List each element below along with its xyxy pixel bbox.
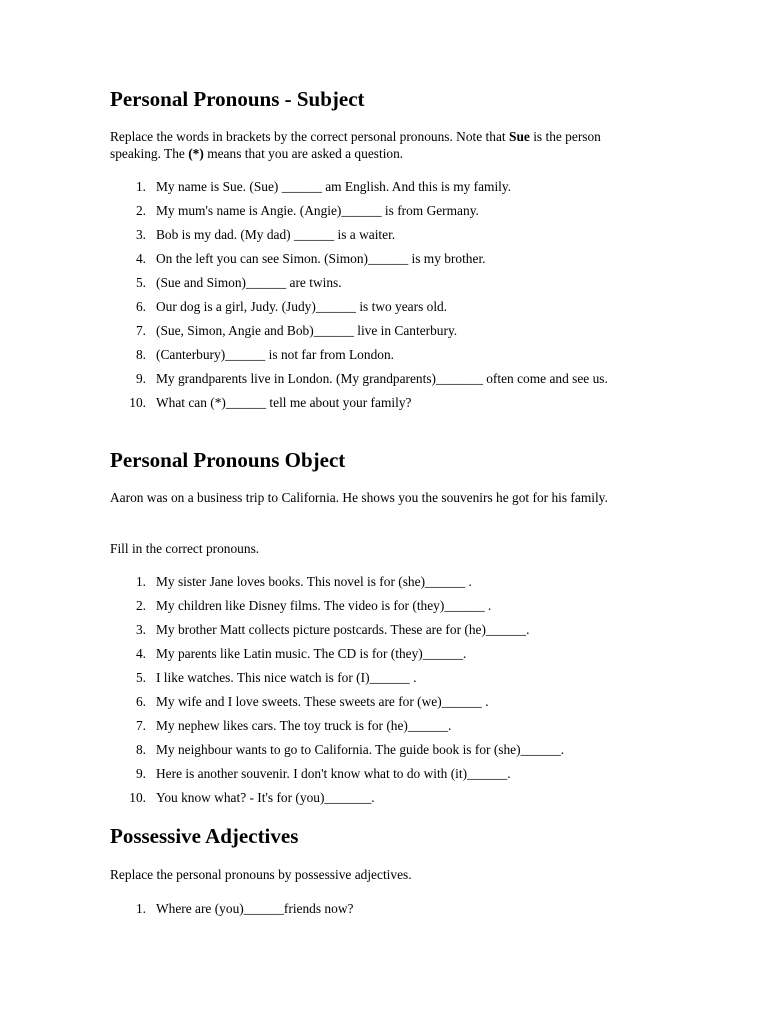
item-number: 9. xyxy=(135,766,146,781)
item-text: My parents like Latin music. The CD is for (they)______. xyxy=(156,646,467,661)
item-text: I like watches. This nice watch is for (I)______ . xyxy=(156,670,417,685)
section-heading-subject: Personal Pronouns - Subject xyxy=(110,87,365,111)
item-text: (Canterbury)______ is not far from London. xyxy=(156,347,395,362)
list-item xyxy=(110,900,670,917)
item-text: (Sue and Simon)______ are twins. xyxy=(156,275,342,290)
item-text: You know what? - It's for (you)_______. xyxy=(156,790,375,805)
item-number: 6. xyxy=(135,299,146,314)
list-item xyxy=(110,298,670,315)
list-item xyxy=(110,202,670,219)
item-number: 10. xyxy=(129,790,146,805)
list-item xyxy=(110,274,670,291)
list-item xyxy=(110,370,670,387)
list-item xyxy=(110,597,670,614)
list-item xyxy=(110,621,670,638)
intro-bold-sue: Sue xyxy=(509,129,530,144)
intro-bold-asterisk: (*) xyxy=(188,146,204,161)
list-item xyxy=(110,573,670,590)
item-number: 3. xyxy=(135,227,146,242)
list-item xyxy=(110,789,670,806)
list-item xyxy=(110,394,670,411)
item-number: 8. xyxy=(135,347,146,362)
list-item xyxy=(110,741,670,758)
intro-text: means that you are asked a question. xyxy=(203,146,404,161)
item-number: 4. xyxy=(135,646,146,661)
item-number: 2. xyxy=(135,203,146,218)
item-text: Here is another souvenir. I don't know what to do with (it)______. xyxy=(156,766,511,781)
exercise-list-possessive xyxy=(110,900,670,924)
item-text: My brother Matt collects picture postcards. These are for (he)______. xyxy=(156,622,530,637)
item-text: (Sue, Simon, Angie and Bob)______ live in Canterbury. xyxy=(156,323,458,338)
item-text: My grandparents live in London. (My grandparents)_______ often come and see us. xyxy=(156,371,608,386)
item-number: 5. xyxy=(135,275,146,290)
item-text: My children like Disney films. The video is for (they)______ . xyxy=(156,598,492,613)
list-item xyxy=(110,645,670,662)
item-number: 9. xyxy=(135,371,146,386)
item-number: 1. xyxy=(135,574,146,589)
item-number: 5. xyxy=(135,670,146,685)
list-item xyxy=(110,346,670,363)
item-number: 6. xyxy=(135,694,146,709)
item-text: Where are (you)______friends now? xyxy=(156,901,354,916)
item-text: What can (*)______ tell me about your family? xyxy=(156,395,412,410)
item-text: My name is Sue. (Sue) ______ am English. And this is my family. xyxy=(156,179,512,194)
item-number: 7. xyxy=(135,323,146,338)
list-item xyxy=(110,765,670,782)
item-number: 1. xyxy=(135,179,146,194)
item-number: 7. xyxy=(135,718,146,733)
item-number: 2. xyxy=(135,598,146,613)
item-number: 3. xyxy=(135,622,146,637)
section-heading-object: Personal Pronouns Object xyxy=(110,448,346,472)
section-instruction-object: Fill in the correct pronouns. xyxy=(110,541,260,556)
section-heading-possessive: Possessive Adjectives xyxy=(110,824,299,848)
intro-text: is the person speaking. The xyxy=(110,129,601,161)
item-text: Bob is my dad. (My dad) ______ is a waiter. xyxy=(156,227,396,242)
list-item xyxy=(110,250,670,267)
exercise-list-subject xyxy=(110,178,670,418)
item-text: My sister Jane loves books. This novel is for (she)______ . xyxy=(156,574,472,589)
item-text: My nephew likes cars. The toy truck is for (he)______. xyxy=(156,718,452,733)
item-text: On the left you can see Simon. (Simon)______ is my brother. xyxy=(156,251,486,266)
item-number: 8. xyxy=(135,742,146,757)
item-text: My mum's name is Angie. (Angie)______ is from Germany. xyxy=(156,203,479,218)
list-item xyxy=(110,178,670,195)
list-item xyxy=(110,717,670,734)
list-item xyxy=(110,322,670,339)
item-number: 4. xyxy=(135,251,146,266)
section-intro-subject xyxy=(110,128,650,162)
item-number: 1. xyxy=(135,901,146,916)
list-item xyxy=(110,226,670,243)
section-instruction-possessive: Replace the personal pronouns by possessive adjectives. xyxy=(110,867,412,882)
item-text: Our dog is a girl, Judy. (Judy)______ is two years old. xyxy=(156,299,448,314)
section-intro-object: Aaron was on a business trip to California. He shows you the souvenirs he got for his family. xyxy=(110,490,608,505)
list-item xyxy=(110,693,670,710)
intro-text: Replace the words in brackets by the correct personal pronouns. Note that xyxy=(110,129,509,144)
exercise-list-object xyxy=(110,573,670,813)
list-item xyxy=(110,669,670,686)
item-text: My wife and I love sweets. These sweets are for (we)______ . xyxy=(156,694,489,709)
item-number: 10. xyxy=(129,395,146,410)
item-text: My neighbour wants to go to California. The guide book is for (she)______. xyxy=(156,742,565,757)
